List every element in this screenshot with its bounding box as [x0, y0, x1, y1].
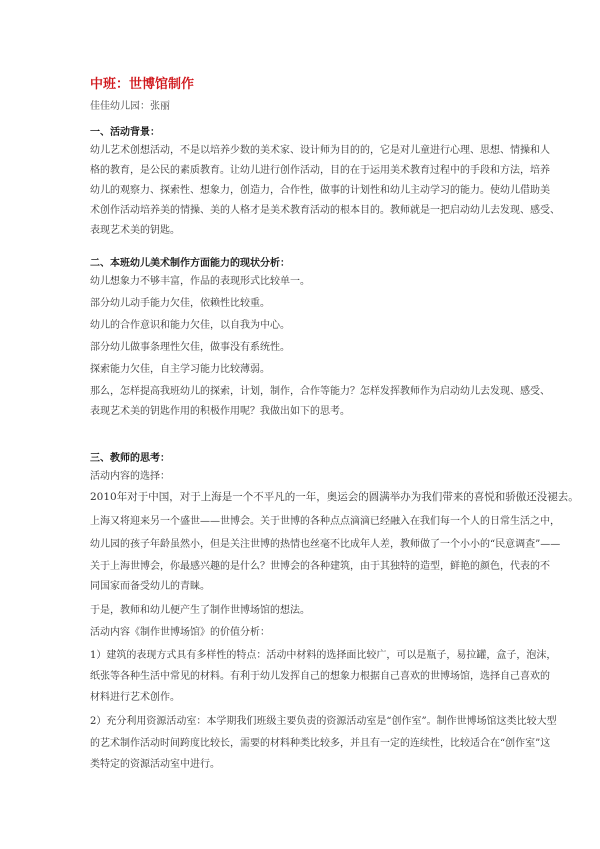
section2-line: 探索能力欠佳，自主学习能力比较薄弱。 [90, 364, 270, 375]
section1-line: 术创作活动培养美的情操、美的人格才是美术教育活动的根本目的。教师就是一把启动幼儿去发现、感受、 [90, 205, 560, 216]
section1-line: 表现艺术美的钥匙。 [90, 225, 180, 236]
section3-line: 纸张等各种生活中常见的材料。有利于幼儿发挥自己的想象力根据自己喜欢的世博场馆，选择自己喜欢的 [90, 671, 550, 682]
section3-line: 材料进行艺术创作。 [90, 692, 180, 703]
section3-line: 活动内容《制作世博场馆》的价值分析： [90, 627, 270, 638]
section1-line: 格的教育，是公民的素质教育。让幼儿进行创作活动，目的在于运用美术教育过程中的手段和方法，培养 [90, 165, 550, 176]
section3-line: 上海又将迎来另一个盛世——世博会。关于世博的各种点点滴滴已经融入在我们每一个人的日常生活之中， [90, 516, 560, 527]
section2-line: 幼儿想象力不够丰富，作品的表现形式比较单一。 [90, 276, 310, 287]
section3-line: 幼儿园的孩子年龄虽然小，但是关注世博的热情也丝毫不比成年人差，教师做了一个小小的“民意调查”—— [90, 539, 561, 550]
section3-line: 1）建筑的表现方式具有多样性的特点：活动中材料的选择面比较广，可以是瓶子，易拉罐，盒子，泡沫， [90, 650, 557, 661]
author-line: 佳佳幼儿园：张丽 [90, 101, 170, 112]
section3-line: 类特定的资源活动室中进行。 [90, 759, 220, 770]
section3-subheading: 活动内容的选择： [90, 471, 170, 482]
section1-line: 幼儿的观察力、探索性、想象力，创造力，合作性，做事的计划性和幼儿主动学习的能力。使幼儿借助美 [90, 185, 550, 196]
section2-line: 部分幼儿做事条理性欠佳，做事没有系统性。 [90, 342, 290, 353]
section3-line: 同国家而备受幼儿的青睐。 [90, 581, 210, 592]
section3-heading: 三、教师的思考： [90, 453, 170, 464]
section2-line: 幼儿的合作意识和能力欠佳，以自我为中心。 [90, 320, 290, 331]
section3-line: 的艺术制作活动时间跨度比较长，需要的材料种类比较多，并且有一定的连续性，比较适合在“创作室”这 [90, 738, 551, 749]
section2-line: 部分幼儿动手能力欠佳，依赖性比较重。 [90, 298, 270, 309]
document-title: 中班：世博馆制作 [90, 77, 195, 92]
section1-line: 幼儿艺术创想活动，不是以培养少数的美术家、设计师为目的的，它是对儿童进行心理、思想、情操和人 [90, 145, 550, 156]
section3-line: 2）充分利用资源活动室：本学期我们班级主要负责的资源活动室是“创作室”。制作世博场馆这类比较大型 [90, 716, 557, 727]
section2-heading: 二、本班幼儿美术制作方面能力的现状分析： [90, 258, 290, 269]
section2-line: 那么，怎样提高我班幼儿的探索，计划，制作，合作等能力？怎样发挥教师作为启动幼儿去发现、感受、 [90, 386, 550, 397]
section3-line: 2010年对于中国，对于上海是一个不平凡的一年，奥运会的圆满举办为我们带来的喜悦和骄傲还没褪去。 [90, 491, 579, 503]
section3-line: 关于上海世博会，你最感兴趣的是什么？世博会的各种建筑，由于其独特的造型，鲜艳的颜色，代表的不 [90, 561, 550, 572]
section1-heading: 一、活动背景： [90, 127, 160, 138]
section2-line: 表现艺术美的钥匙作用的积极作用呢？我做出如下的思考。 [90, 406, 350, 417]
section3-line: 于是，教师和幼儿便产生了制作世博场馆的想法。 [90, 605, 310, 616]
